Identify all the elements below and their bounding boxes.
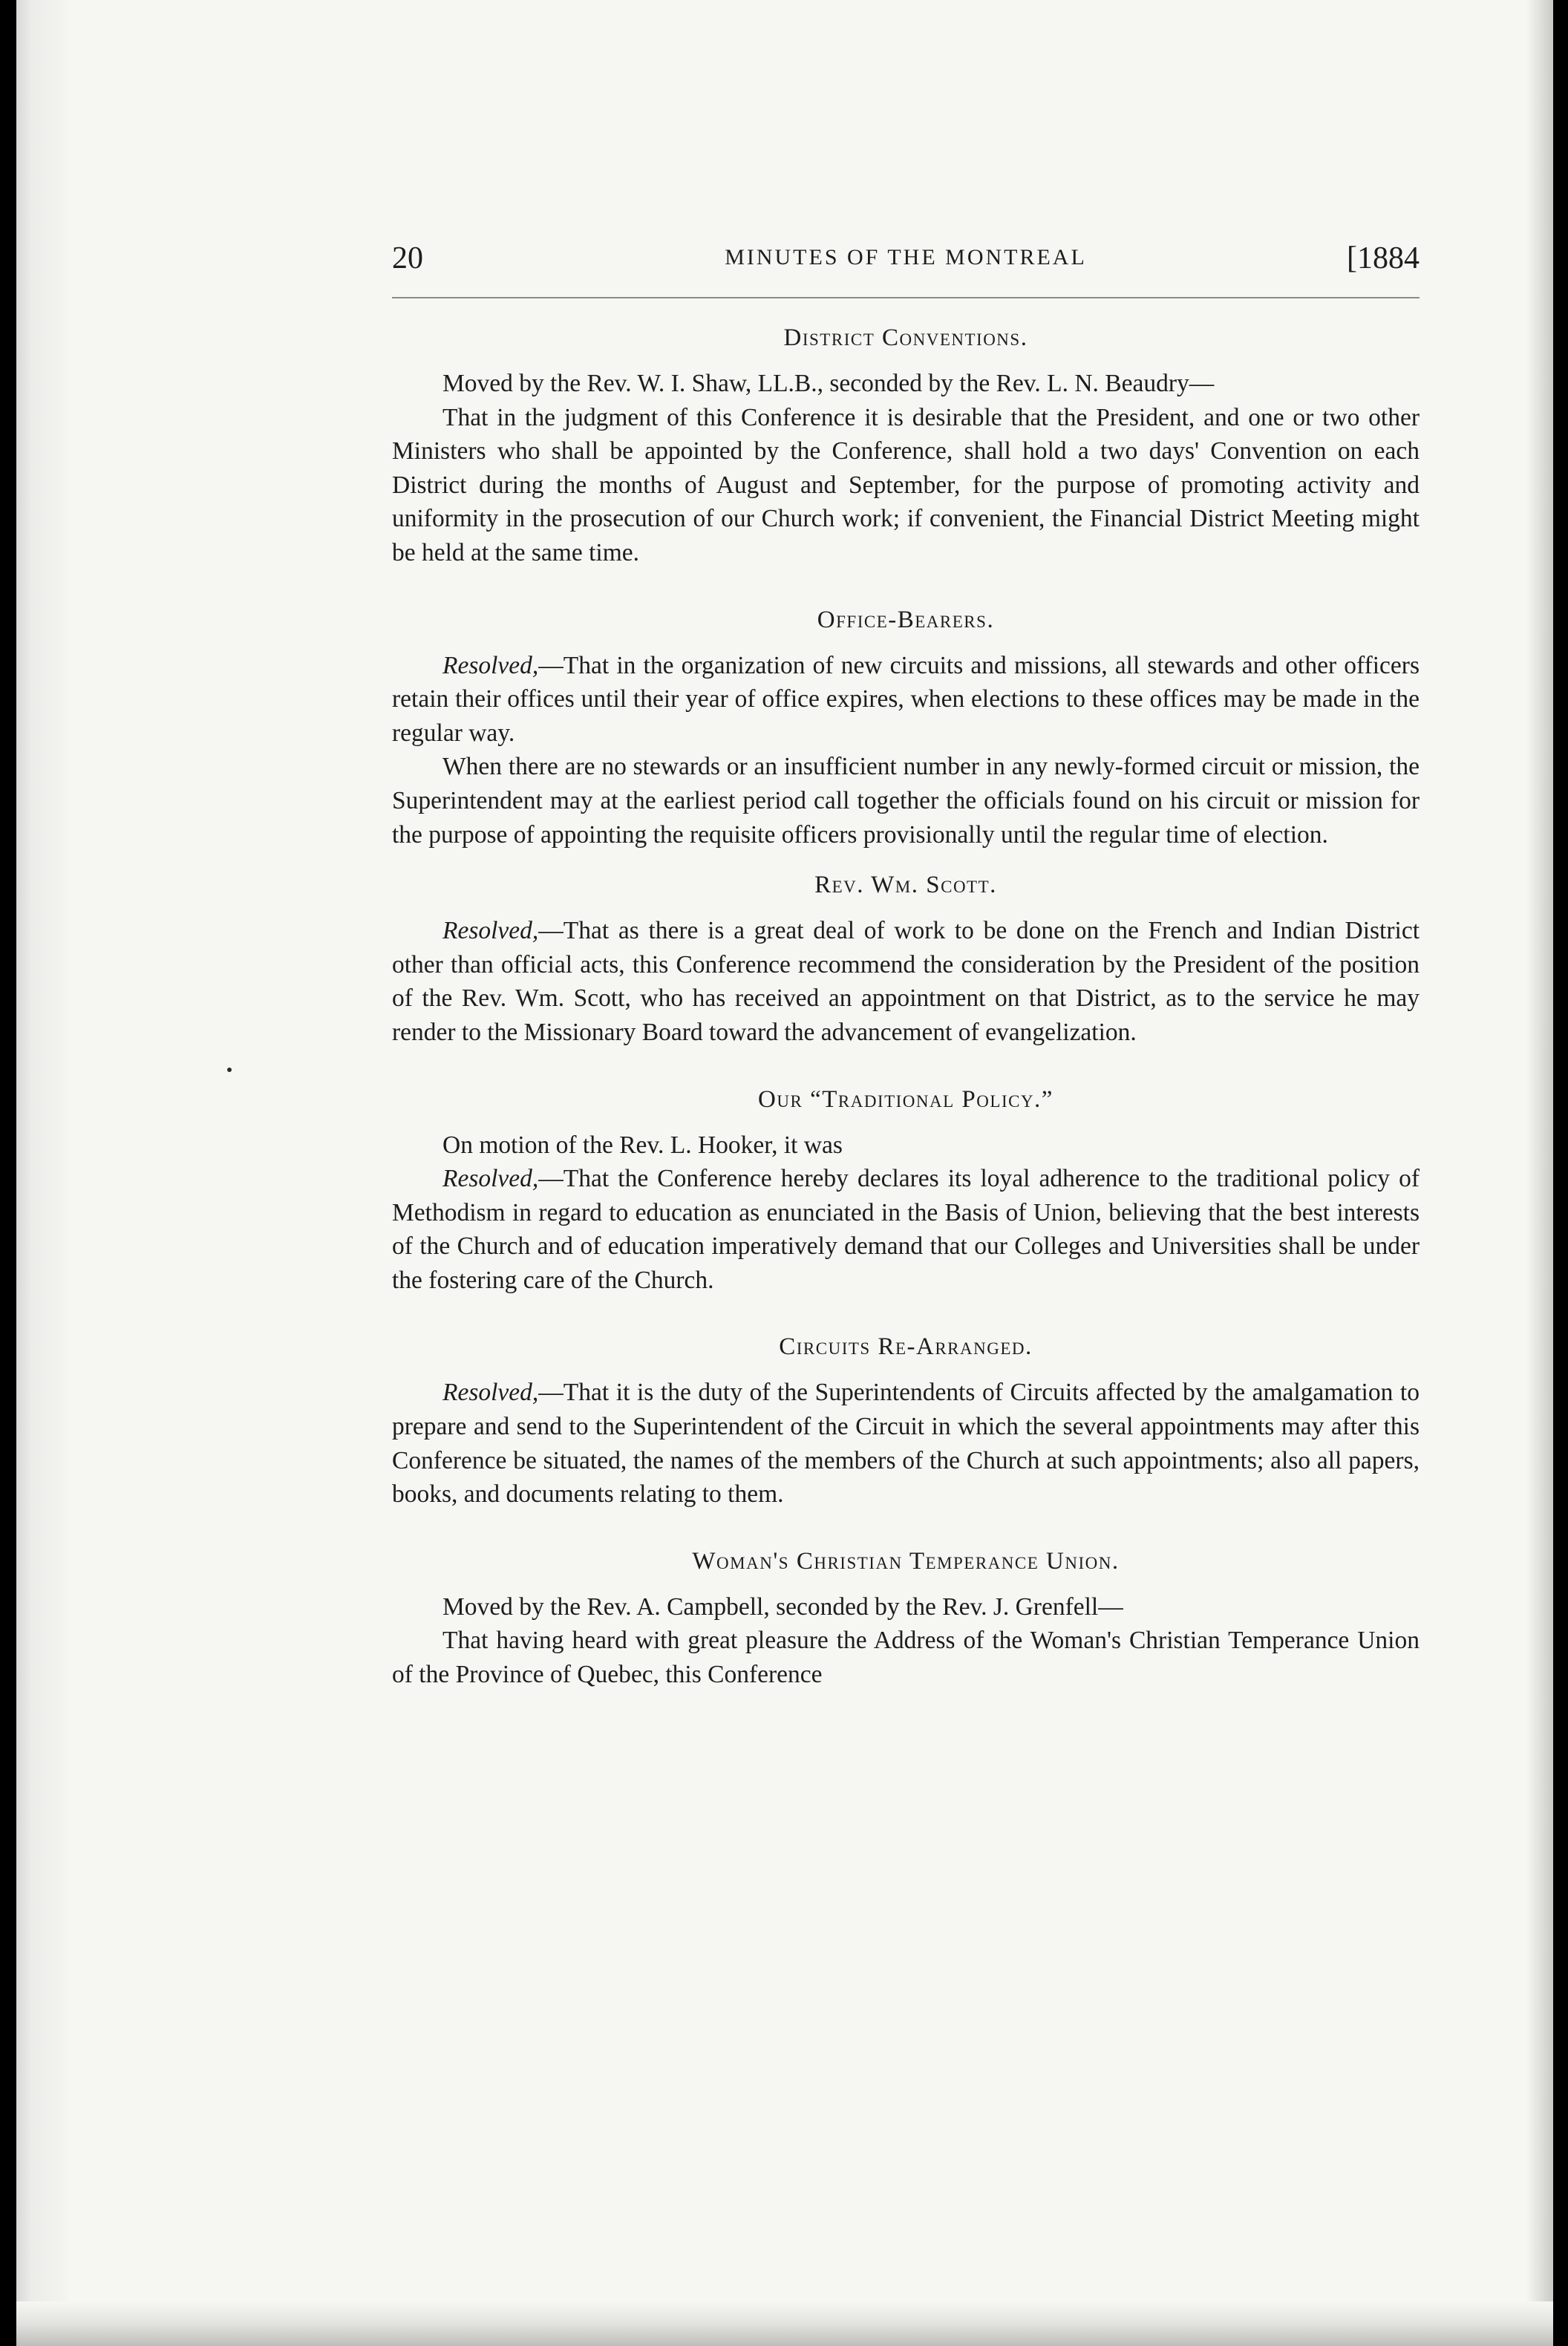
page-right-edge (1526, 0, 1553, 2346)
traditional-policy-motion: On motion of the Rev. L. Hooker, it was (442, 1131, 843, 1159)
margin-mark (227, 1068, 232, 1072)
page-bottom-edge (16, 2301, 1553, 2346)
wctu-text: That having heard with great pleasure the Address of the Woman's Christian Temperance Union of the Province of Quebec, this Conference (392, 1627, 1420, 1689)
heading-office-bearers: Office-Bearers. (817, 606, 995, 633)
district-conventions-motion: Moved by the Rev. W. I. Shaw, LL.B., seconded by the Rev. L. N. Beaudry— (442, 370, 1215, 397)
running-head-title: MINUTES OF THE MONTREAL (725, 245, 1087, 269)
resolved-label: Resolved, (442, 1379, 539, 1407)
header-rule (392, 297, 1420, 298)
traditional-policy-resolution (392, 1162, 1420, 1297)
page-text (392, 223, 1420, 1692)
heading-wctu: Woman's Christian Temperance Union. (692, 1547, 1120, 1575)
resolution-text: —That as there is a great deal of work to be done on the French and Indian District other than official acts, this Conference recommend the consideration by the President of the position of the Rev. Wm. Scott, who has received an appointment on that District, as to the service he may render to the Missionary Board toward the advancement of evangelization. (392, 917, 1420, 1046)
office-bearers-text: When there are no stewards or an insufficient number in any newly-formed circuit or mission, the Superintendent may at the earliest period call together the officials found on his circuit or mission for the purpose of appointing the requisite officers provisionally until the regular time of election. (392, 753, 1420, 849)
resolved-label: Resolved, (442, 651, 539, 679)
heading-traditional-policy: Our “Traditional Policy.” (758, 1085, 1054, 1113)
wctu-motion: Moved by the Rev. A. Campbell, seconded by the Rev. J. Grenfell— (442, 1592, 1123, 1621)
resolution-text: —That in the organization of new circuits and missions, all stewards and other officers retain their offices until their year of office expires, when elections to these offices may be made in the regular way. (392, 651, 1420, 747)
district-conventions-text: That in the judgment of this Conference it is desirable that the President, and one or two other Ministers who shall be appointed by the Conference, shall hold a two days' Convention on each District during the months of August and September, for the purpose of promoting activity and uniformity in the prosecution of our Church work; if convenient, the Financial District Meeting might be held at the same time. (392, 403, 1420, 566)
page-left-edge (16, 0, 68, 2346)
office-bearers-resolution (392, 649, 1420, 751)
running-head (392, 223, 1420, 279)
resolved-label: Resolved, (442, 1165, 539, 1193)
circuits-rearranged-resolution (392, 1376, 1420, 1511)
resolution-text: —That it is the duty of the Superintendents of Circuits affected by the amalgamation to prepare and send to the Superintendent of the Circuit in which the several appointments may after this Conference be situated, the names of the members of the Church at such appointments; also all papers, books, and documents relating to them. (392, 1379, 1420, 1509)
heading-district-conventions: District Conventions. (783, 324, 1028, 351)
running-head-year: [1884 (1347, 241, 1420, 275)
heading-rev-wm-scott: Rev. Wm. Scott. (814, 872, 997, 899)
resolved-label: Resolved, (442, 917, 539, 945)
rev-wm-scott-resolution (392, 914, 1420, 1049)
page-number: 20 (392, 241, 423, 275)
resolution-text: —That the Conference hereby declares its loyal adherence to the traditional policy of Methodism in regard to education as enunciated in the Basis of Union, believing that the best interests of the Church and of education imperatively demand that our Colleges and Universities shall be under the fostering care of the Church. (392, 1165, 1420, 1294)
heading-circuits-rearranged: Circuits Re-Arranged. (779, 1333, 1033, 1361)
